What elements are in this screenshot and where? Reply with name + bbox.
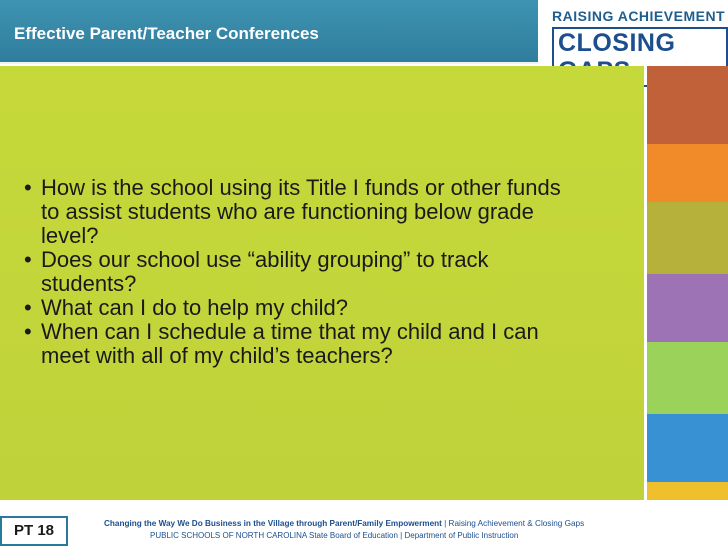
footer-campaign: Changing the Way We Do Business in the Village through Parent/Family Empowerment bbox=[104, 519, 442, 528]
slide-footer bbox=[0, 500, 728, 546]
strip-tile-orange bbox=[647, 144, 728, 202]
strip-tile-schoolhouse bbox=[647, 202, 728, 274]
slide-header bbox=[0, 0, 538, 64]
slide-body bbox=[0, 66, 644, 500]
footer-line-1 bbox=[104, 519, 584, 528]
bullet-item: • What can I do to help my child? bbox=[24, 296, 584, 320]
strip-tile-blue bbox=[647, 414, 728, 482]
bullet-item: • When can I schedule a time that my child and I can meet with all of my child’s teachers? bbox=[24, 320, 584, 368]
footer-line-2: PUBLIC SCHOOLS OF NORTH CAROLINA State Board of Education | Department of Public Instruction bbox=[150, 531, 519, 540]
strip-tile-purple bbox=[647, 274, 728, 342]
strip-tile-face bbox=[647, 66, 728, 144]
footer-tagline: | Raising Achievement & Closing Gaps bbox=[444, 519, 585, 528]
logo bbox=[538, 0, 728, 64]
page-label: PT 18 bbox=[0, 516, 68, 546]
strip-tile-green bbox=[647, 342, 728, 414]
bullet-item: • Does our school use “ability grouping” to track students? bbox=[24, 248, 584, 296]
logo-wordmark: CLOSING bbox=[552, 27, 728, 87]
bullet-list bbox=[24, 176, 584, 368]
logo-tagline: RAISING ACHIEVEMENT bbox=[552, 8, 726, 24]
slide-title: Effective Parent/Teacher Conferences bbox=[14, 24, 319, 43]
bullet-item: • How is the school using its Title I funds or other funds to assist students who are functioning below grade level? bbox=[24, 176, 584, 248]
